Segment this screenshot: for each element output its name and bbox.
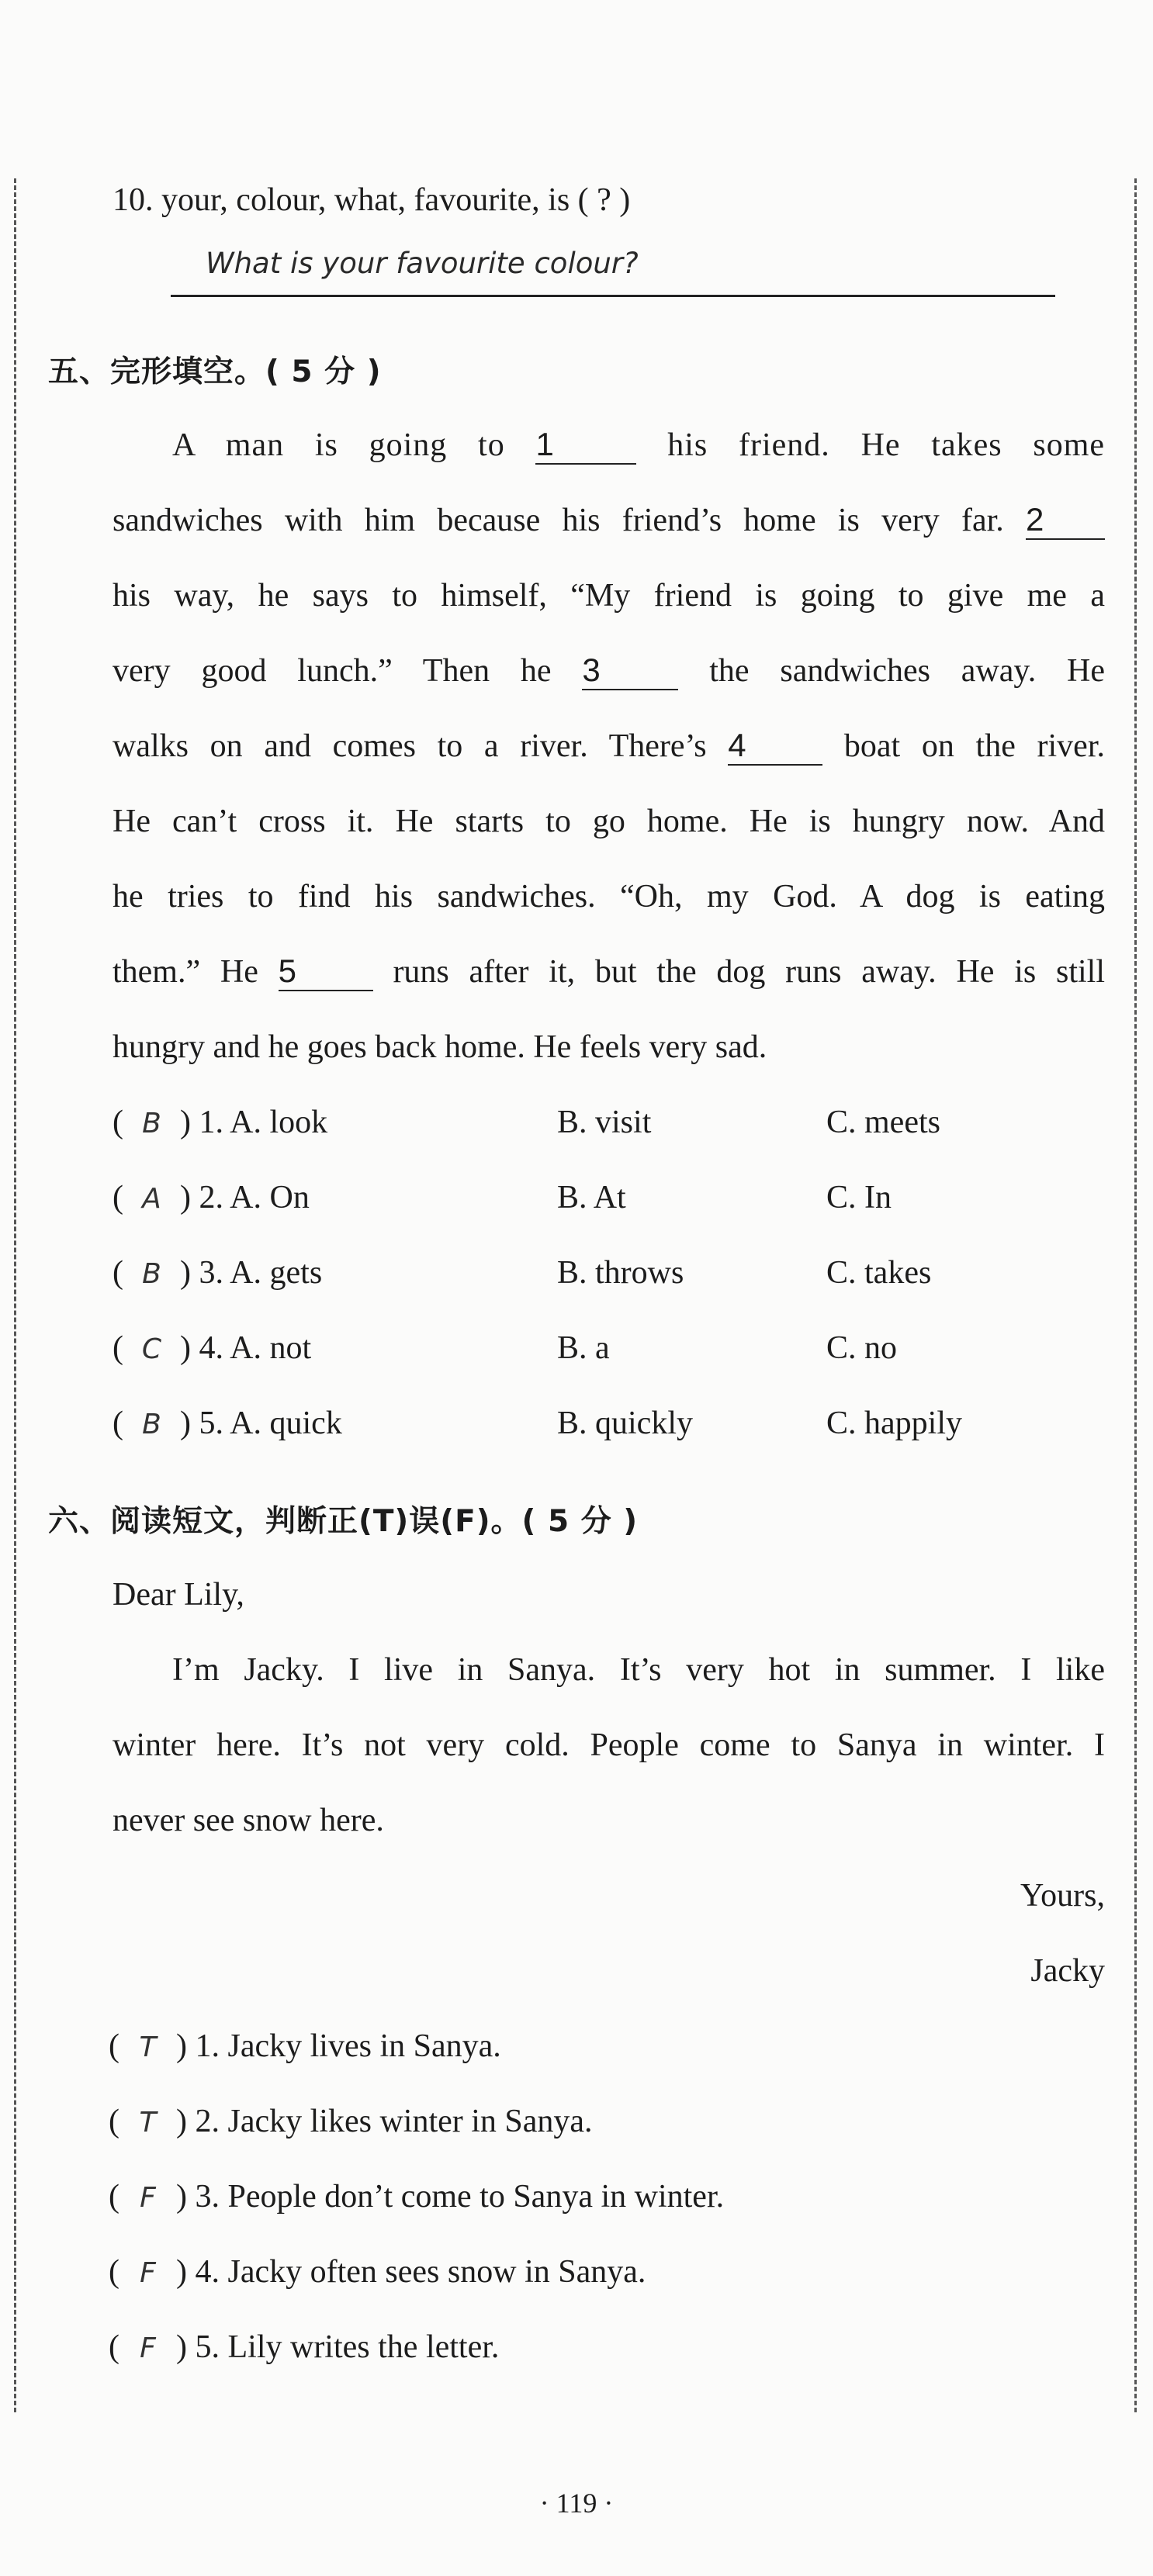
option-a: 3. A. gets: [199, 1255, 323, 1291]
right-dashed-border: [1134, 178, 1137, 2412]
tf-statement: 1. Jacky lives in Sanya.: [195, 2028, 501, 2064]
tf-row: ( F ) 5. Lily writes the letter.: [109, 2325, 499, 2370]
passage-text: very good lunch.” Then he: [113, 653, 552, 689]
option-a: 2. A. On: [199, 1180, 310, 1215]
passage-line-4: [113, 649, 1105, 693]
answer-mark: B: [142, 1108, 161, 1139]
choice-row: ( B ) 1. A. look: [113, 1101, 327, 1146]
option-b: B. quickly: [557, 1406, 693, 1441]
blank-4: 4: [728, 727, 822, 766]
option-a: 1. A. look: [199, 1105, 328, 1140]
passage-line-9: hungry and he goes back home. He feels very sad.: [113, 1029, 767, 1065]
passage-text: runs after it, but the dog runs away. He is still: [393, 954, 1105, 990]
passage-line-7: he tries to find his sandwiches. “Oh, my God. A dog is eating: [113, 879, 1105, 915]
option-b: B. a: [557, 1330, 610, 1366]
blank-3: 3: [582, 652, 678, 690]
passage-text: them.” He: [113, 954, 258, 990]
letter-line-1: I’m Jacky. I live in Sanya. It’s very hot in summer. I like: [172, 1652, 1105, 1688]
passage-line-6: He can’t cross it. He starts to go home. He is hungry now. And: [113, 804, 1105, 839]
option-b: B. visit: [557, 1105, 652, 1140]
passage-line-5: [113, 724, 1105, 768]
page-number: · 119 ·: [539, 2488, 614, 2519]
tf-row: ( F ) 4. Jacky often sees snow in Sanya.: [109, 2250, 646, 2295]
passage-text: sandwiches with him because his friend’s home is very far.: [113, 503, 1004, 538]
tf-mark: F: [140, 2182, 156, 2214]
letter-signature: Jacky: [1030, 1953, 1105, 1989]
letter-closing: Yours,: [1020, 1878, 1105, 1914]
passage-line-3: his way, he says to himself, “My friend is going to give me a: [113, 578, 1105, 614]
tf-row: ( T ) 1. Jacky lives in Sanya.: [109, 2024, 501, 2069]
tf-statement: 3. People don’t come to Sanya in winter.: [195, 2179, 725, 2215]
answer-mark: A: [142, 1183, 161, 1215]
blank-1: 1: [535, 426, 636, 465]
answer-mark: B: [142, 1409, 161, 1440]
option-c: C. happily: [826, 1406, 962, 1441]
left-dashed-border: [14, 178, 16, 2412]
blank-2: 2: [1026, 501, 1105, 540]
passage-text: walks on and comes to a river. There’s: [113, 728, 707, 764]
option-b: B. At: [557, 1180, 626, 1215]
tf-row: ( T ) 2. Jacky likes winter in Sanya.: [109, 2100, 593, 2145]
tf-mark: T: [139, 2031, 157, 2063]
passage-text: the sandwiches away. He: [709, 653, 1105, 689]
passage-line-8: [113, 950, 1105, 994]
letter-greeting: Dear Lily,: [113, 1577, 244, 1613]
passage-text: his friend. He takes some: [667, 427, 1106, 463]
q10-prompt: 10. your, colour, what, favourite, is ( ? ): [113, 182, 631, 218]
option-c: C. meets: [826, 1105, 940, 1140]
section6-heading: 六、阅读短文，判断正(T)误(F)。( 5 分 ): [48, 1504, 639, 1539]
blank-5: 5: [279, 953, 373, 991]
tf-statement: 4. Jacky often sees snow in Sanya.: [195, 2254, 646, 2290]
choice-row: ( C ) 4. A. not: [113, 1326, 311, 1371]
option-c: C. takes: [826, 1255, 932, 1291]
tf-statement: 2. Jacky likes winter in Sanya.: [195, 2104, 593, 2139]
option-a: 4. A. not: [199, 1330, 312, 1366]
q10-answer: What is your favourite colour?: [206, 247, 639, 280]
option-b: B. throws: [557, 1255, 684, 1291]
choice-row: ( B ) 3. A. gets: [113, 1251, 322, 1296]
choice-row: ( B ) 5. A. quick: [113, 1402, 342, 1447]
passage-text: boat on the river.: [843, 728, 1105, 764]
section5-heading: 五、完形填空。( 5 分 ): [48, 354, 382, 389]
option-c: C. no: [826, 1330, 898, 1366]
answer-mark: C: [141, 1333, 162, 1365]
option-c: C. In: [826, 1180, 892, 1215]
tf-statement: 5. Lily writes the letter.: [195, 2329, 500, 2365]
tf-mark: T: [139, 2107, 157, 2139]
passage-line-2: [113, 499, 1105, 542]
letter-line-3: never see snow here.: [113, 1803, 384, 1838]
passage-text: A man is going to: [172, 427, 505, 463]
answer-mark: B: [142, 1258, 161, 1290]
option-a: 5. A. quick: [199, 1406, 342, 1441]
letter-line-2: winter here. It’s not very cold. People come to Sanya in winter. I: [113, 1727, 1105, 1763]
choice-row: ( A ) 2. A. On: [113, 1176, 310, 1221]
tf-mark: F: [140, 2332, 156, 2364]
passage-line-1: [172, 424, 1105, 467]
tf-row: ( F ) 3. People don’t come to Sanya in winter.: [109, 2175, 724, 2220]
tf-mark: F: [140, 2257, 156, 2289]
